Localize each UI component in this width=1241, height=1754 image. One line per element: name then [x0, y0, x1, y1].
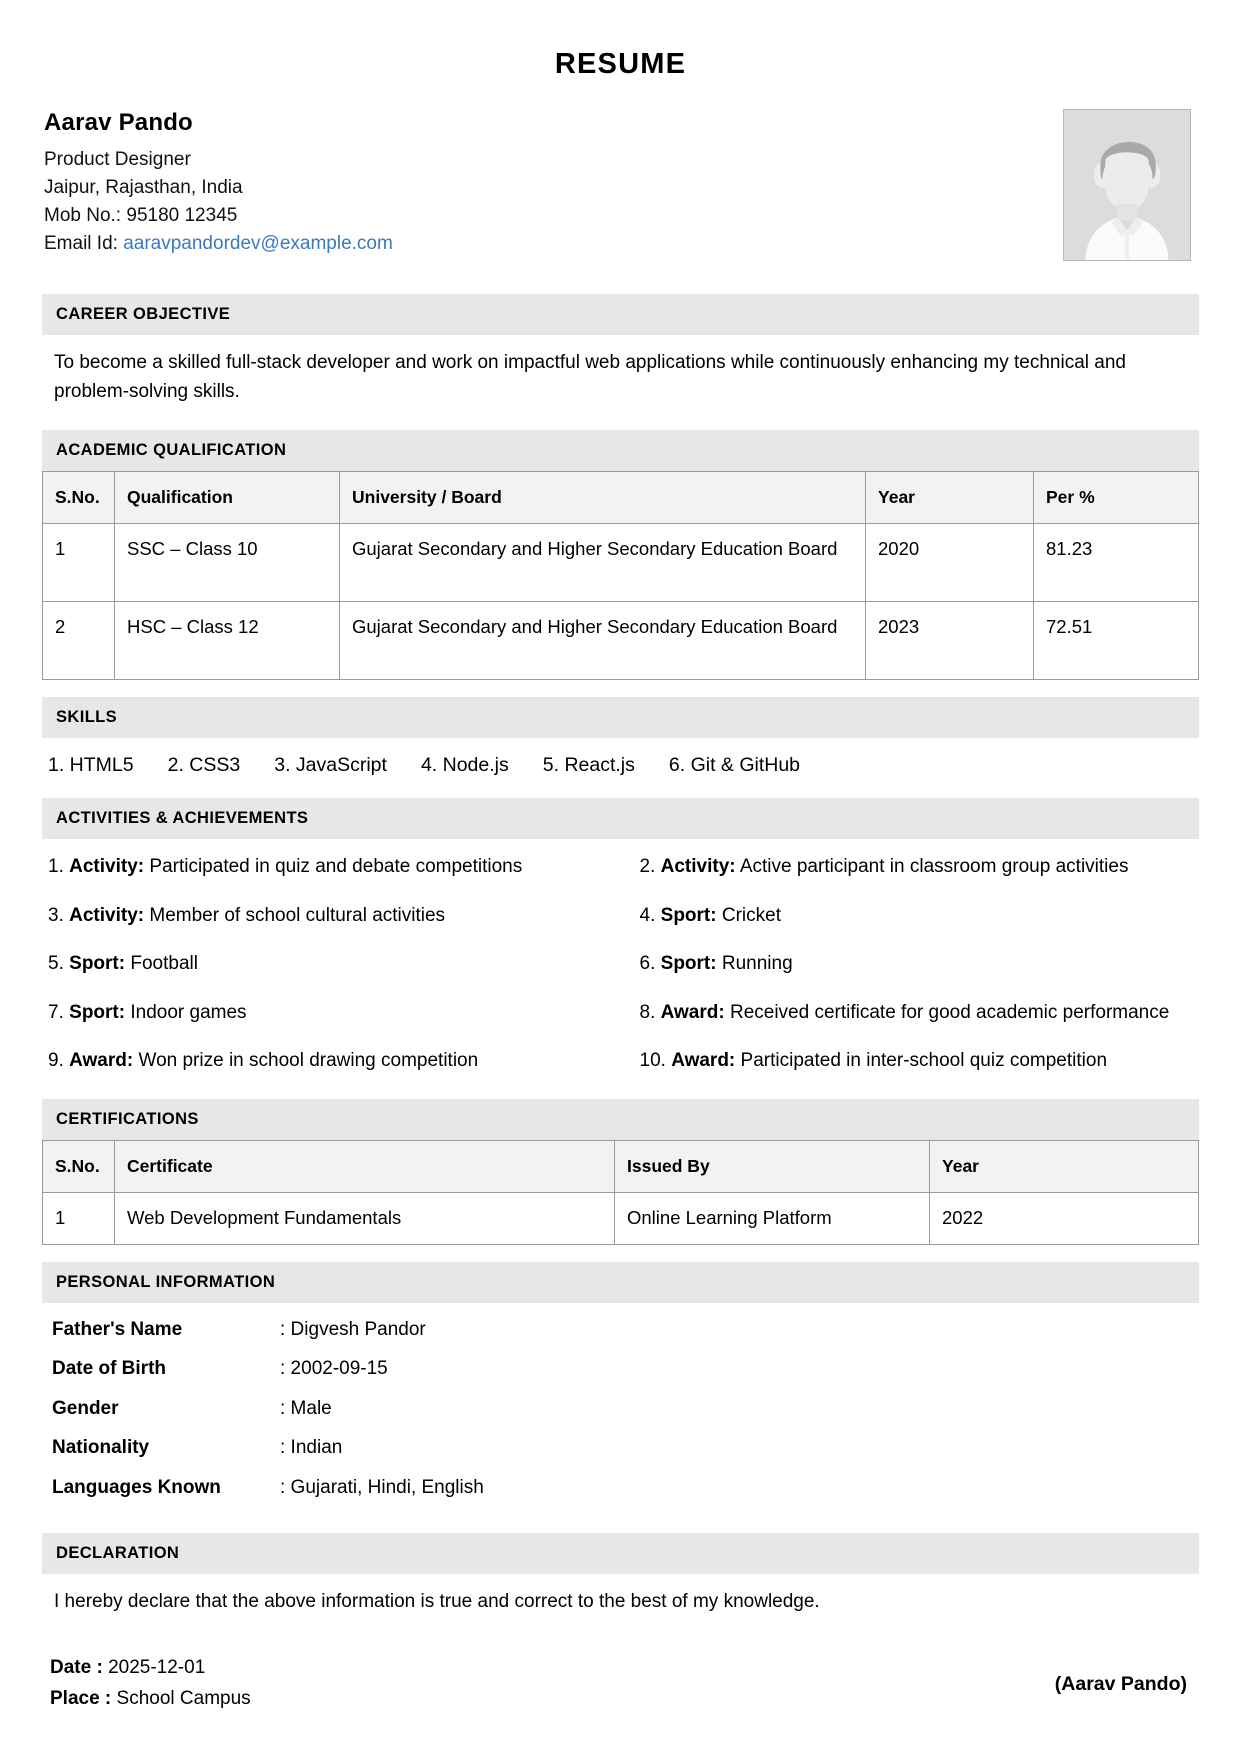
- cell-sno: 1: [43, 524, 115, 602]
- column-header-percent: Per %: [1034, 471, 1199, 523]
- mobile-label: Mob No.:: [44, 205, 122, 227]
- career-objective-body: [42, 335, 1199, 413]
- section-header-activities: ACTIVITIES & ACHIEVEMENTS: [42, 798, 1199, 839]
- activity-text: Member of school cultural activities: [149, 904, 446, 926]
- activity-text: Participated in inter-school quiz competition: [740, 1050, 1108, 1072]
- personal-info-label: Gender: [52, 1397, 119, 1419]
- person-placeholder-icon: [1064, 110, 1190, 260]
- personal-info-row: [52, 1394, 1189, 1423]
- activity-item: [48, 853, 602, 882]
- skill-item: 6. Git & GitHub: [668, 754, 801, 777]
- personal-info-row: [52, 1433, 1189, 1462]
- skill-item: 4. Node.js: [420, 754, 509, 777]
- column-header-qualification: Qualification: [115, 471, 340, 523]
- footer-date-row: [50, 1653, 251, 1684]
- activity-number: 8.: [639, 1001, 656, 1023]
- activity-label: Award:: [671, 1050, 736, 1072]
- column-header-sno: S.No.: [43, 471, 115, 523]
- certifications-table: [42, 1140, 1199, 1245]
- activity-text: Received certificate for good academic performance: [729, 1001, 1170, 1023]
- column-header-sno: S.No.: [43, 1140, 115, 1192]
- section-header-academic: ACADEMIC QUALIFICATION: [42, 430, 1199, 471]
- cell-qualification: HSC – Class 12: [115, 602, 340, 680]
- activity-label: Award:: [69, 1050, 134, 1072]
- activity-number: 10.: [639, 1050, 666, 1072]
- activity-item: [48, 902, 602, 931]
- section-header-declaration: DECLARATION: [42, 1533, 1199, 1574]
- activity-number: 5.: [48, 953, 64, 975]
- candidate-mobile: [44, 202, 393, 230]
- activity-text: Football: [130, 953, 198, 975]
- cell-qualification: SSC – Class 10: [115, 524, 340, 602]
- email-link[interactable]: aaravpandordev@example.com: [123, 233, 393, 255]
- date-value: 2025-12-01: [108, 1656, 206, 1678]
- table-row: [43, 1193, 1199, 1245]
- activity-text: Active participant in classroom group activities: [739, 856, 1129, 878]
- section-header-certifications: CERTIFICATIONS: [42, 1099, 1199, 1140]
- activity-label: Sport:: [660, 904, 717, 926]
- cell-sno: 1: [43, 1193, 115, 1245]
- personal-info-value: : Gujarati, Hindi, English: [280, 1476, 484, 1498]
- activity-label: Award:: [660, 1001, 725, 1023]
- candidate-role: Product Designer: [44, 149, 191, 170]
- section-header-skills: SKILLS: [42, 697, 1199, 738]
- career-objective-text: To become a skilled full-stack developer and work on impactful web applications while continuously enhancing my technical and problem-solving skills.: [54, 352, 1126, 402]
- candidate-name: Aarav Pando: [44, 109, 193, 136]
- activity-number: 4.: [639, 904, 656, 926]
- table-header-row: [43, 471, 1199, 523]
- activity-item: [640, 853, 1194, 882]
- cell-year: 2023: [866, 602, 1034, 680]
- cell-year: 2020: [866, 524, 1034, 602]
- personal-info-value: : 2002-09-15: [280, 1358, 388, 1380]
- personal-info-label: Languages Known: [52, 1476, 221, 1498]
- activity-item: [48, 999, 602, 1028]
- skill-item: 1. HTML5: [48, 754, 134, 777]
- column-header-certificate: Certificate: [115, 1140, 615, 1192]
- cell-year: 2022: [930, 1193, 1199, 1245]
- date-label: Date :: [50, 1656, 103, 1678]
- activity-number: 2.: [639, 856, 656, 878]
- activities-list: [42, 839, 1199, 1082]
- personal-info-label: Father's Name: [52, 1318, 183, 1340]
- activity-number: 1.: [48, 856, 64, 878]
- cell-issued-by: Online Learning Platform: [615, 1193, 930, 1245]
- personal-info-label: Nationality: [52, 1437, 150, 1459]
- activity-label: Activity:: [69, 904, 145, 926]
- cell-sno: 2: [43, 602, 115, 680]
- declaration-text: I hereby declare that the above information is true and correct to the best of my knowledge.: [54, 1591, 820, 1612]
- activity-item: [48, 1047, 602, 1076]
- personal-info-label: Date of Birth: [52, 1358, 166, 1380]
- section-header-career-objective: CAREER OBJECTIVE: [42, 294, 1199, 335]
- activity-text: Won prize in school drawing competition: [138, 1050, 479, 1072]
- candidate-email: [44, 230, 393, 258]
- activity-item: [640, 950, 1194, 979]
- skill-item: 2. CSS3: [167, 754, 241, 777]
- mobile-value: 95180 12345: [126, 205, 238, 227]
- activity-number: 9.: [48, 1050, 64, 1072]
- personal-info-value: : Male: [280, 1397, 332, 1419]
- table-row: [43, 602, 1199, 680]
- personal-info-row: [52, 1354, 1189, 1383]
- personal-info-row: [52, 1315, 1189, 1344]
- footer-meta: [50, 1653, 251, 1715]
- personal-information-list: [42, 1303, 1199, 1516]
- activity-label: Activity:: [69, 856, 145, 878]
- cell-board: Gujarat Secondary and Higher Secondary Education Board: [340, 602, 866, 680]
- activity-text: Indoor games: [130, 1001, 247, 1023]
- activity-number: 7.: [48, 1001, 64, 1023]
- footer-place-row: [50, 1684, 251, 1715]
- table-header-row: [43, 1140, 1199, 1192]
- candidate-header: [42, 109, 1199, 277]
- column-header-year: Year: [866, 471, 1034, 523]
- academic-table: [42, 471, 1199, 680]
- personal-info-row: [52, 1473, 1189, 1502]
- skills-list: [42, 738, 1199, 781]
- activity-label: Activity:: [660, 856, 736, 878]
- activity-text: Participated in quiz and debate competitions: [149, 856, 523, 878]
- candidate-details: [42, 109, 393, 258]
- place-value: School Campus: [116, 1687, 251, 1709]
- activity-text: Running: [721, 953, 793, 975]
- resume-footer: [42, 1623, 1199, 1715]
- personal-info-value: : Indian: [280, 1437, 343, 1459]
- avatar: [1063, 109, 1191, 261]
- email-label: Email Id:: [44, 233, 118, 255]
- table-row: [43, 524, 1199, 602]
- section-header-personal-information: PERSONAL INFORMATION: [42, 1262, 1199, 1303]
- signature-name: (Aarav Pando): [1054, 1672, 1187, 1695]
- activity-label: Sport:: [69, 1001, 126, 1023]
- activity-label: Sport:: [69, 953, 126, 975]
- skill-item: 5. React.js: [542, 754, 635, 777]
- cell-percent: 81.23: [1034, 524, 1199, 602]
- activity-number: 6.: [639, 953, 656, 975]
- activity-item: [640, 1047, 1194, 1076]
- activity-number: 3.: [48, 904, 64, 926]
- cell-board: Gujarat Secondary and Higher Secondary Education Board: [340, 524, 866, 602]
- activity-text: Cricket: [721, 904, 781, 926]
- declaration-body: [42, 1574, 1199, 1623]
- page-title: RESUME: [554, 48, 687, 80]
- skill-item: 3. JavaScript: [274, 754, 387, 777]
- activity-item: [48, 950, 602, 979]
- personal-info-value: : Digvesh Pandor: [280, 1318, 426, 1340]
- activity-item: [640, 999, 1194, 1028]
- candidate-location: Jaipur, Rajasthan, India: [44, 177, 243, 199]
- column-header-year: Year: [930, 1140, 1199, 1192]
- activity-item: [640, 902, 1194, 931]
- column-header-issued-by: Issued By: [615, 1140, 930, 1192]
- place-label: Place :: [50, 1687, 112, 1709]
- column-header-board: University / Board: [340, 471, 866, 523]
- activity-label: Sport:: [660, 953, 717, 975]
- cell-certificate: Web Development Fundamentals: [115, 1193, 615, 1245]
- cell-percent: 72.51: [1034, 602, 1199, 680]
